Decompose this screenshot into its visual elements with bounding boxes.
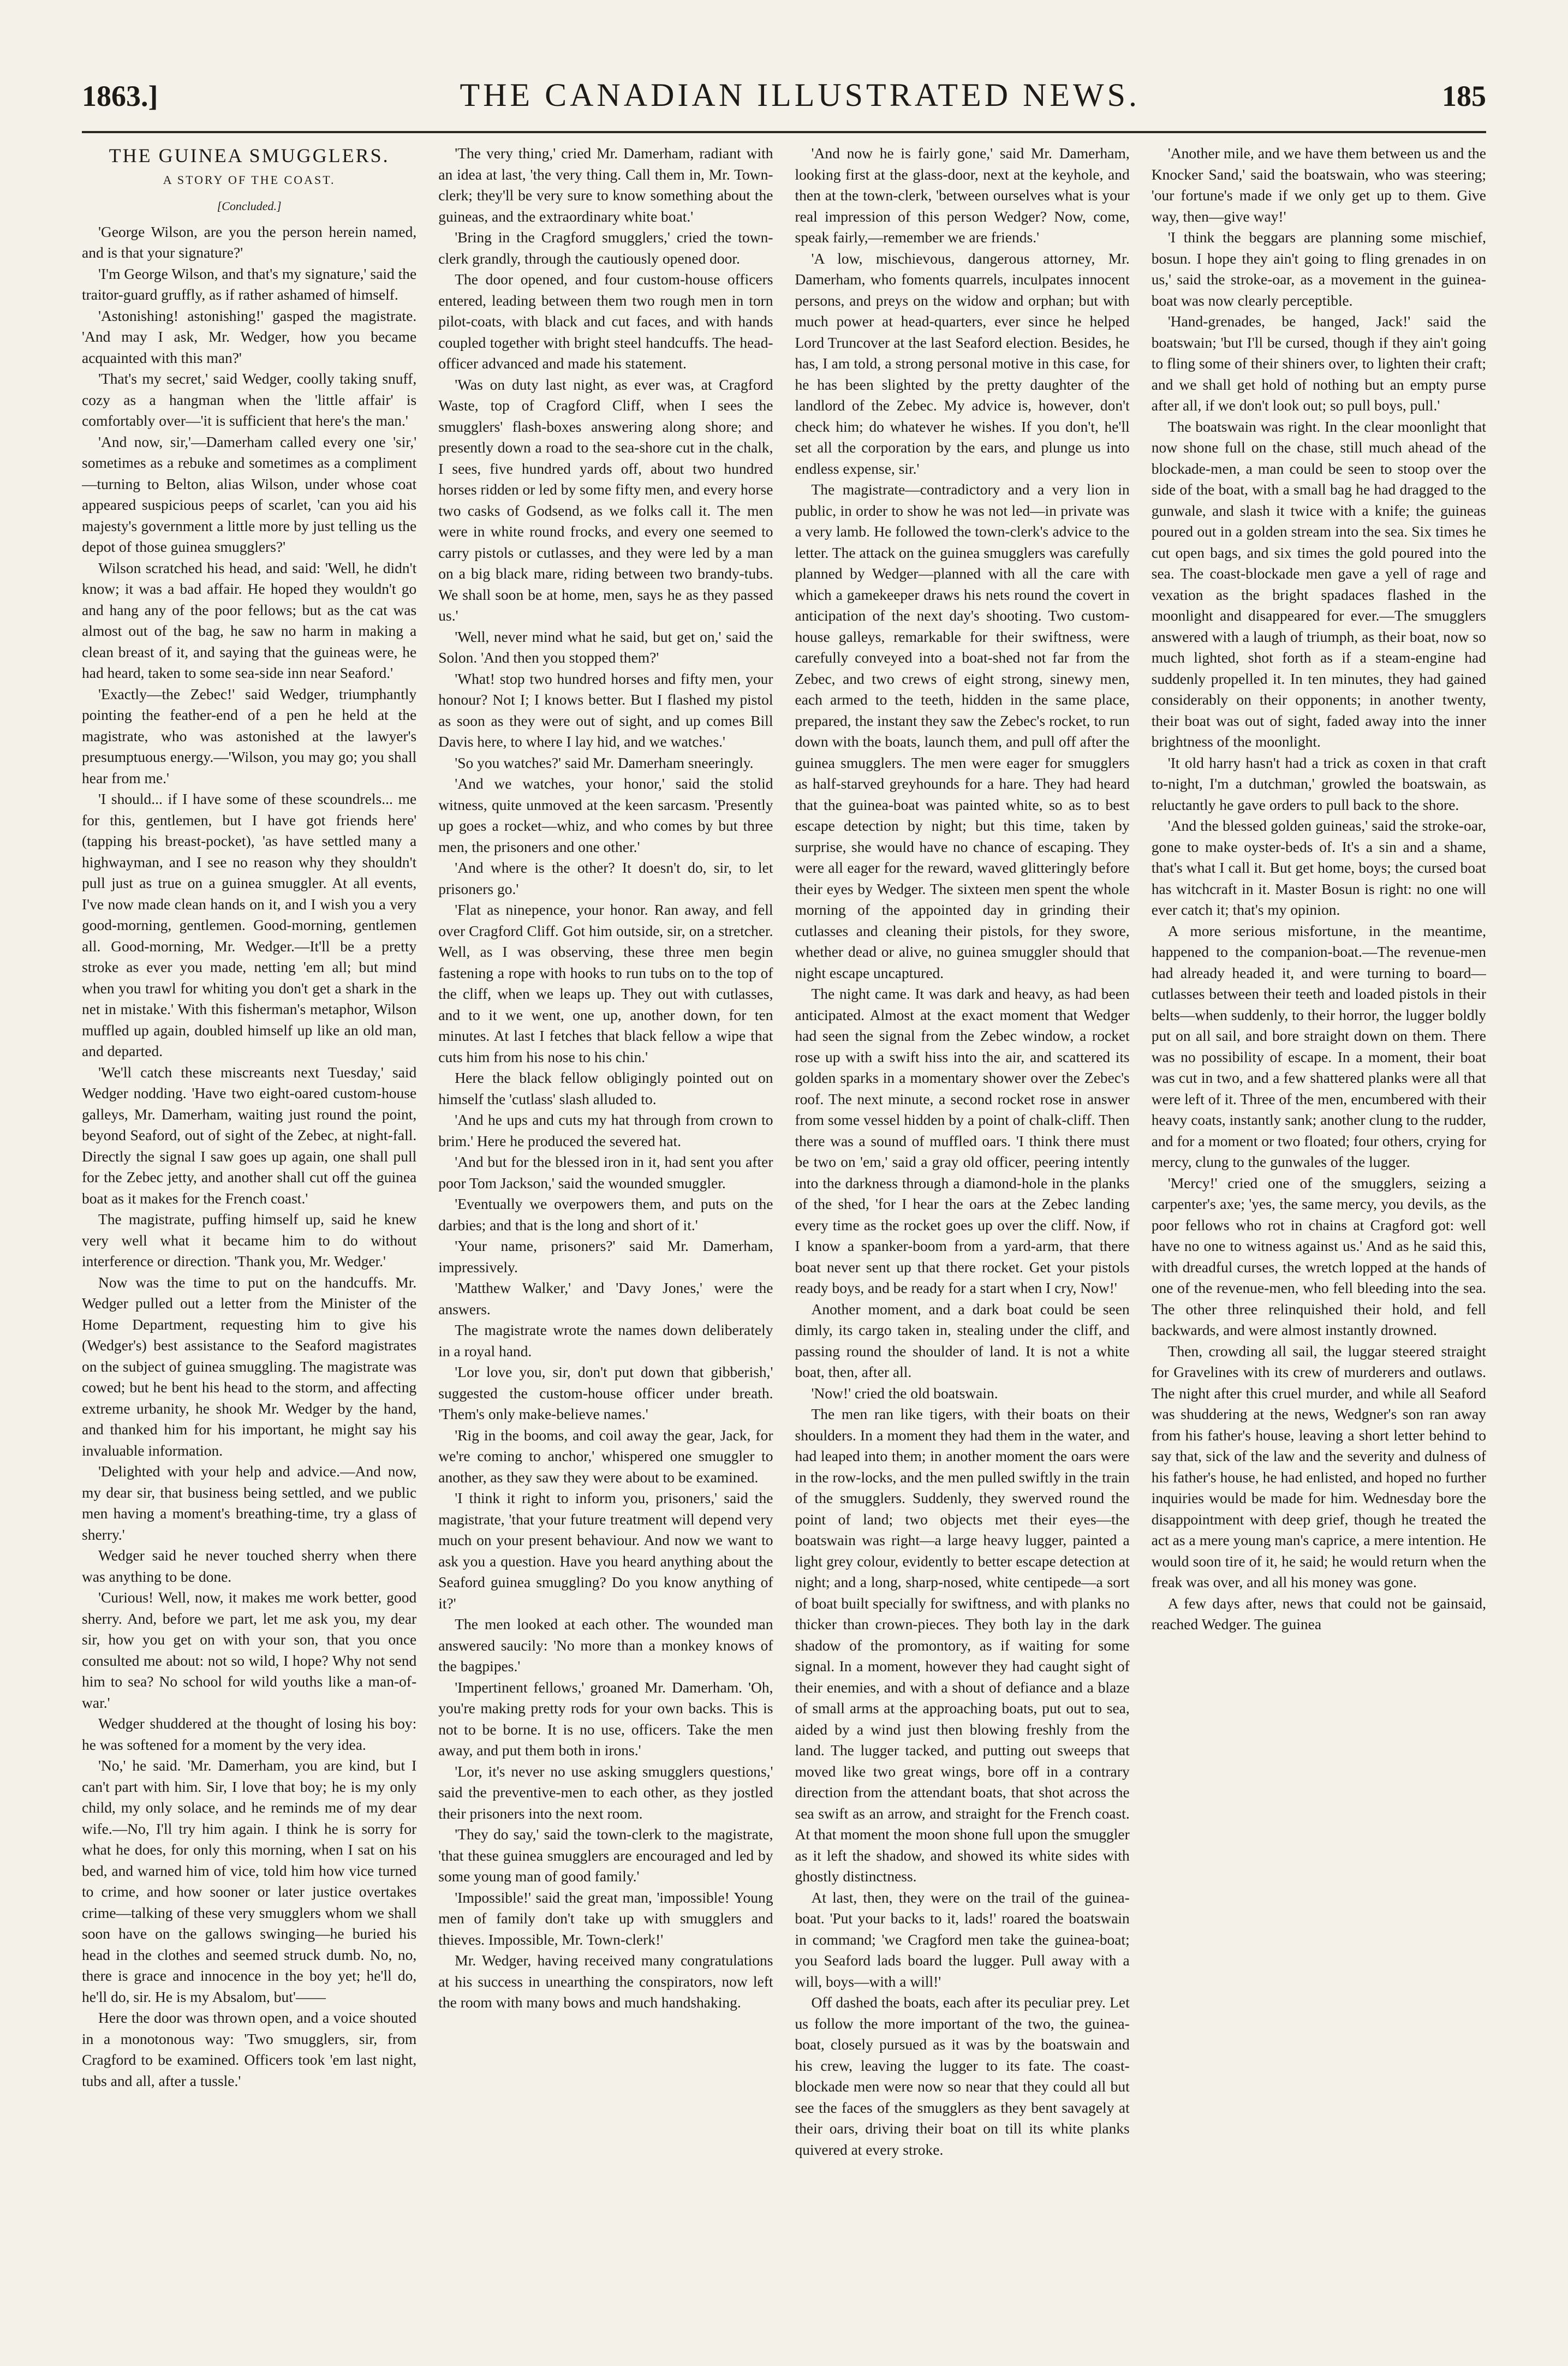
paragraph: 'Your name, prisoners?' said Mr. Damerham, impressively.: [438, 1237, 773, 1276]
paragraph: 'That's my secret,' said Wedger, coolly taking snuff, cozy as a hangman when the 'little affair' is comfortably over—'it is sufficient that here's the man.': [82, 370, 417, 429]
issue-year: 1863.]: [82, 80, 158, 112]
paragraph: 'And he ups and cuts my hat through from crown to brim.' Here he produced the severed hat.: [438, 1111, 773, 1149]
paragraph: The magistrate wrote the names down deliberately in a royal hand.: [438, 1321, 773, 1360]
paragraph: 'Impertinent fellows,' groaned Mr. Damerham. 'Oh, you're making pretty rods for your own backs. This is not to be borne. It is no use, officers. Take the men away, and put them both in irons.': [438, 1678, 773, 1759]
paragraph: Wedger shuddered at the thought of losing his boy: he was softened for a moment by the very idea.: [82, 1715, 417, 1753]
paragraph: 'Was on duty last night, as ever was, at Cragford Waste, top of Cragford Cliff, when I sees the smugglers' flash-boxes answering along shore; and presently down a road to the sea-shore cut in the chalk, I sees, five hundred yards off, about two hundred horses ridden or led by some fifty men, and every horse two casks of Godsend, as we folks call it. The men were in white round frocks, and every one seemed to carry pistols or cutlasses, and they were led by a man on a big black mare, riding between two brandy-tubs. We shall soon be at home, men, says he as they passed us.': [438, 376, 773, 624]
paragraph: 'Exactly—the Zebec!' said Wedger, triumphantly pointing the feather-end of a pen he held at the magistrate, who was astonished at the lawyer's presumptuous energy.—'Wilson, you may go; you shall hear from me.': [82, 685, 417, 786]
column-4: [1152, 143, 1486, 2322]
paragraph: 'Lor love you, sir, don't put down that gibberish,' suggested the custom-house officer under breath. 'Them's only make-believe names.': [438, 1363, 773, 1422]
paragraph: 'A low, mischievous, dangerous attorney, Mr. Damerham, who foments quarrels, inculpates innocent persons, and preys on the widow and orphan; but with much power at head-quarters, ever since he helped Lord Truncover at the last Seaford election. Besides, he has, I am told, a strong personal motive in this case, for he has been slighted by the pretty daughter of the landlord of the Zebec. My advice is, however, don't check him; do whatever he wishes. If you don't, he'll set all the corporation by the ears, and plunge us into endless expense, sir.': [795, 249, 1130, 477]
paragraph: 'Now!' cried the old boatswain.: [811, 1384, 998, 1402]
paragraph: The night came. It was dark and heavy, as had been anticipated. Almost at the exact moment that Wedger had seen the signal from the Zebec window, a rocket rose up with a swift hiss into the air, and scattered its golden sparks in a momentary shower over the Zebec's roof. The next minute, a second rocket rose in answer from some vessel hidden by a point of chalk-cliff. Then there was a sound of muffled oars. 'I think there must be two on 'em,' said a gray old officer, peering intently into the darkness through a diamond-hole in the planks of the shed, 'for I hear the oars at the Zebec landing every time as the rocket goes up over the cliff. Now, if I know a spanker-boom from a yard-arm, that there boat never sent up that there rocket. Get your pistols ready boys, and be ready for a start when I cry, Now!': [795, 985, 1130, 1296]
paragraph: 'Another mile, and we have them between us and the Knocker Sand,' said the boatswain, who was steering; 'our fortune's made if we only get up to them. Give way, then—give way!': [1151, 145, 1486, 225]
paragraph: A more serious misfortune, in the meantime, happened to the companion-boat.—The revenue-men had already headed it, and were turning to board—cutlasses between their teeth and loaded pistols in their belts—when suddenly, to their horror, the lugger boldly put on all sail, and bore straight down on them. There was no possibility of escape. In a moment, their boat was cut in two, and a few shattered planks were all that were left of it. Three of the men, encumbered with their heavy coats, instantly sank; another clung to the rudder, and for a moment or two floated; four others, crying for mercy, clung to the gunwales of the lugger.: [1151, 922, 1486, 1170]
paragraph: 'Rig in the booms, and coil away the gear, Jack, for we're coming to anchor,' whispered one smuggler to another, as they saw they were about to be examined.: [438, 1426, 773, 1486]
paragraph: 'No,' he said. 'Mr. Damerham, you are kind, but I can't part with him. Sir, I love that boy; he is my only child, my only solace, and he reminds me of my dear wife.—No, I'll try him again. I think he is sorry for what he does, for only this morning, when I sat on his bed, and warned him of vice, told him how vice turned to crime, and how sooner or later justice overtakes crime—talking of these very smugglers whom we shall soon have on the gallows swinging—he buried his head in the clothes and seemed struck dumb. No, no, there is grace and innocence in the boy yet; he'll do, he'll do, sir. He is my Absalom, but'——: [82, 1757, 417, 2005]
paragraph: 'And now he is fairly gone,' said Mr. Damerham, looking first at the glass-door, next at the keyhole, and then at the town-clerk, 'between ourselves what is your real impression of this person Wedger? Now, come, speak fairly,—remember we are friends.': [795, 145, 1130, 246]
paragraph: 'Impossible!' said the great man, 'impossible! Young men of family don't take up with smugglers and thieves. Impossible, Mr. Town-clerk!': [438, 1888, 773, 1948]
paragraph: 'Lor, it's never no use asking smugglers questions,' said the preventive-men to each other, as they jostled their prisoners into the next room.: [438, 1762, 773, 1822]
paragraph: 'George Wilson, are you the person herein named, and is that your signature?': [82, 223, 417, 261]
paragraph: 'Flat as ninepence, your honor. Ran away, and fell over Cragford Cliff. Got him outside, sir, on a stretcher. Well, as I was observing, these three men begin fastening a rope with hooks to run tubs on to the top of the cliff, when we leaps up. They out with cutlasses, and to it we went, one up, another down, for ten minutes. At last I fetches that black fellow a wipe that cuts him from his nose to his chin.': [438, 901, 773, 1065]
paragraph: 'I think the beggars are planning some mischief, bosun. I hope they ain't going to fling grenades in on us,' said the stroke-oar, as a movement in the guinea-boat was now clearly perceptible.: [1151, 229, 1486, 309]
paragraph: The magistrate, puffing himself up, said he knew very well what it became him to do without interference or direction. 'Thank you, Mr. Wedger.': [82, 1211, 417, 1270]
paragraph: 'And but for the blessed iron in it, had sent you after poor Tom Jackson,' said the wounded smuggler.: [438, 1153, 773, 1191]
paragraph: 'And now, sir,'—Damerham called every one 'sir,' sometimes as a rebuke and sometimes as a compliment—turning to Belton, alias Wilson, under whose coat appeared suspicious peeps of scarlet, 'can you aid his majesty's government a little more by just telling us the depot of those guinea smugglers?': [82, 433, 417, 555]
paragraph: Here the door was thrown open, and a voice shouted in a monotonous way: 'Two smugglers, sir, from Cragford to be examined. Officers took 'em last night, tubs and all, after a tussle.': [82, 2009, 417, 2089]
paragraph: 'I'm George Wilson, and that's my signature,' said the traitor-guard gruffly, as if rather ashamed of himself.: [82, 265, 417, 303]
paragraph: 'It old harry hasn't had a trick as coxen in that craft to-night, I'm a dutchman,' growled the boatswain, as reluctantly he gave orders to pull back to the shore.: [1151, 754, 1486, 813]
paragraph: A few days after, news that could not be gainsaid, reached Wedger. The guinea: [1151, 1594, 1486, 1632]
paragraph: 'Astonishing! astonishing!' gasped the magistrate. 'And may I ask, Mr. Wedger, how you became acquainted with this man?': [82, 307, 417, 366]
paragraph: Another moment, and a dark boat could be seen dimly, its cargo taken in, stealing under the cliff, and passing round the shoulder of land. It is not a white boat, then, after all.: [795, 1300, 1130, 1380]
article-subtitle: A STORY OF THE COAST.: [163, 172, 336, 187]
paragraph: 'Mercy!' cried one of the smugglers, seizing a carpenter's axe; 'yes, the same mercy, you devils, as the poor fellows who rot in chains at Cragford got: well have no one to witness against us.' And as he said this, with dreadful curses, the wretch lopped at the hands of one of the revenue-men, who fell bleeding into the sea. The other three relinquished their hold, and fell backwards, and were almost instantly drowned.: [1151, 1174, 1486, 1338]
paragraph: 'I should... if I have some of these scoundrels... me for this, gentlemen, but I have got friends here' (tapping his breast-pocket), 'as have settled many a highwayman, and I see no reason why they shouldn't pull just as true on a guinea smuggler. At all events, I've now made clean hands on it, and I wish you a very good-morning, gentlemen. Good-morning, gentlemen all. Good-morning, Mr. Wedger.—It'll be a pretty stroke as ever you made, netting 'em all; but mind when you trawl for whiting you don't get a shark in the net in mistake.' With this fisherman's metaphor, Wilson muffled up again, doubled himself up like an old man, and departed.: [82, 790, 417, 1059]
newspaper-title: THE CANADIAN ILLUSTRATED NEWS.: [460, 77, 1141, 113]
paragraph: Off dashed the boats, each after its peculiar prey. Let us follow the more important of the two, the guinea-boat, closely pursued as it was by the boatswain and his crew, leaving the lugger to its fate. The coast-blockade men were now so near that they could all but see the faces of the smugglers as they bent savagely at their oars, driving their boat on till its white planks quivered at every stroke.: [795, 1994, 1130, 2158]
paragraph: 'Well, never mind what he said, but get on,' said the Solon. 'And then you stopped them?': [438, 628, 773, 666]
paragraph: The men looked at each other. The wounded man answered saucily: 'No more than a monkey knows of the bagpipes.': [438, 1616, 773, 1674]
paragraph: At last, then, they were on the trail of the guinea-boat. 'Put your backs to it, lads!' roared the boatswain in command; 'we Cragford men take the guinea-boat; you Seaford lads board the lugger. Pull away with a will, boys—with a will!': [795, 1888, 1130, 1990]
paragraph: Wilson scratched his head, and said: 'Well, he didn't know; it was a bad affair. He hoped they wouldn't go and hang any of the poor fellows; but as the cat was almost out of the bag, he saw no harm in making a clean breast of it, and saying that the guineas were, he had heard, taken to some sea-side inn near Seaford.': [82, 559, 417, 681]
column-3: [795, 143, 1130, 2322]
paragraph: 'Matthew Walker,' and 'Davy Jones,' were the answers.: [438, 1279, 773, 1318]
paragraph: Then, crowding all sail, the luggar steered straight for Gravelines with its crew of murderers and outlaws. The night after this cruel murder, and while all Seaford was shuddering at the news, Wedgner's son ran away from his father's house, leaving a short letter behind to say that, sick of the law and the severity and dulness of his father's house, he had enlisted, and hoped no further inquiries would be made for him. Wednesday bore the disappointment with deep grief, though he treated the act as a mere young man's caprice, a mere intention. He would soon tire of it, he said; he would return when the freak was over, and all his money was gone.: [1151, 1342, 1486, 1590]
paragraph: 'Eventually we overpowers them, and puts on the darbies; and that is the long and short of it.': [438, 1195, 773, 1233]
paragraph: 'And we watches, your honor,' said the stolid witness, quite unmoved at the keen sarcasm. 'Presently up goes a rocket—whiz, and who comes by but three men, the prisoners and one other.': [438, 775, 773, 855]
paragraph: Mr. Wedger, having received many congratulations at his success in unearthing the conspirators, now left the room with many bows and much handshaking.: [438, 1952, 773, 2011]
column-1: [82, 143, 416, 2322]
paragraph: 'They do say,' said the town-clerk to the magistrate, 'that these guinea smugglers are encouraged and led by some young man of good family.': [438, 1826, 773, 1885]
paragraph: 'So you watches?' said Mr. Damerham sneeringly.: [455, 754, 754, 771]
paragraph: 'And where is the other? It doesn't do, sir, to let prisoners go.': [438, 859, 773, 897]
paragraph: 'Delighted with your help and advice.—And now, my dear sir, that business being settled, and we public men having a moment's breathing-time, try a glass of sherry.': [82, 1463, 417, 1543]
paragraph: Here the black fellow obligingly pointed out on himself the 'cutlass' slash alluded to.: [438, 1069, 773, 1107]
article-title: THE GUINEA SMUGGLERS.: [109, 145, 390, 166]
paragraph: 'Curious! Well, now, it makes me work better, good sherry. And, before we part, let me ask you, my dear sir, how you get on with your son, that you once consulted me about: not so wild, I hope? Why not send him to sea? No school for wild youths like a man-of-war.': [82, 1589, 417, 1711]
paragraph: The boatswain was right. In the clear moonlight that now shone full on the chase, still much ahead of the blockade-men, a man could be seen to stoop over the side of the boat, with a small bag he had dragged to the gunwale, and slash it twice with a knife; the guineas poured out in a golden stream into the sea. Six times he cut open bags, and six times the gold poured into the sea. The coast-blockade men gave a yell of rage and vexation as the bright spadaces flashed in the moonlight and disappeared for ever.—The smugglers answered with a laugh of triumph, as their boat, now so much lighted, shot forth as if a steam-engine had suddenly propelled it. In ten minutes, they had gained considerably on their opponents; in another twenty, their boat was out of sight, faded away into the inner brightness of the moonlight.: [1151, 418, 1486, 750]
paragraph: Wedger said he never touched sherry when there was anything to be done.: [82, 1547, 417, 1585]
paragraph: 'We'll catch these miscreants next Tuesday,' said Wedger nodding. 'Have two eight-oared custom-house galleys, Mr. Damerham, waiting just round the point, beyond Seaford, out of sight of the Zebec, at night-fall. Directly the signal I saw goes up again, one shall pull for the Zebec jetty, and another shall cut off the guinea boat as it makes for the French coast.': [82, 1063, 417, 1207]
paragraph: The door opened, and four custom-house officers entered, leading between them two rough men in torn pilot-coats, with black and cut faces, and with hands coupled together with bright steel handcuffs. The head-officer advanced and made his statement.: [438, 271, 773, 372]
paragraph: 'I think it right to inform you, prisoners,' said the magistrate, 'that your future treatment will depend very much on your present behaviour. And now we want to ask you a question. Have you heard anything about the Seaford guinea smuggling? Do you know anything of it?': [438, 1489, 773, 1612]
paragraph: The men ran like tigers, with their boats on their shoulders. In a moment they had them in the water, and had leaped into them; in another moment the oars were in the row-locks, and the men pulled swiftly in the train of the smugglers. Suddenly, they swerved round the point of land; two objects met their eyes—the boatswain was right—a large heavy lugger, painted a light grey colour, evidently to better escape detection at night; and a long, sharp-nosed, white centipede—a sort of boat built specially for swiftness, and with planks no thicker than crown-pieces. They both lay in the dark shadow of the promontory, as if waiting for some signal. In a moment, however they had caught sight of their enemies, and with a shout of defiance and a blaze of small arms at the approaching boats, put out to sea, aided by a wind just then blowing freshly from the land. The lugger tacked, and putting out sweeps that moved like two great wings, bore off in a contrary direction from the attendant boats, that shot across the sea swift as an arrow, and straight for the French coast. At that moment the moon shone full upon the smuggler as it left the shadow, and showed its white sides with ghostly distinctness.: [795, 1405, 1130, 1885]
paragraph: Now was the time to put on the handcuffs. Mr. Wedger pulled out a letter from the Minister of the Home Department, requesting him to give his (Wedger's) best assistance to the Seaford magistrates on the subject of guinea smuggling. The magistrate was cowed; but he bent his head to the storm, and affecting extreme urbanity, he shook Mr. Wedger by the hand, and thanked him for his important, he might say his invaluable information.: [82, 1273, 417, 1459]
paragraph: 'Bring in the Cragford smugglers,' cried the town-clerk grandly, through the cautiously opened door.: [438, 229, 773, 267]
masthead: [82, 76, 1486, 133]
paragraph: 'The very thing,' cried Mr. Damerham, radiant with an idea at last, 'the very thing. Call them in, Mr. Town-clerk; they'll be very sure to know something about the guineas, and the extraordinary white boat.': [438, 145, 773, 225]
paragraph: 'And the blessed golden guineas,' said the stroke-oar, gone to make oyster-beds of. It's a sin and a shame, that's what I call it. But get home, boys; the cursed boat has witchcraft in it. Master Bosun is right: no one will ever catch it; that's my opinion.: [1151, 817, 1486, 918]
article-columns: [82, 143, 1486, 2322]
paragraph: 'What! stop two hundred horses and fifty men, your honour? Not I; I knows better. But I flashed my pistol as soon as they were out of sight, and up comes Bill Davis here, to where I lay hid, and we watches.': [438, 670, 773, 750]
paragraph: The magistrate—contradictory and a very lion in public, in order to show he was not led—in private was a very lamb. He followed the town-clerk's advice to the letter. The attack on the guinea smugglers was carefully planned by Wedger—planned with all the care with which a gamekeeper draws his nets round the covert in anticipation of the next day's shooting. Two custom-house galleys, remarkable for their swiftness, were carefully conveyed into a boat-shed not far from the Zebec, and two crews of eight strong, sinewy men, each armed to the teeth, hidden in the same place, prepared, the instant they saw the Zebec's rocket, to run down with the boats, launch them, and pull off after the guinea smugglers. The men were eager for smugglers as half-starved greyhounds for a hare. They had heard that the guinea-boat was painted white, so as to best escape detection by night; but this time, taken by surprise, she would have no chance of escaping. They were all eager for the reward, waved glitteringly before their eyes by Wedger. The sixteen men spent the whole morning of the appointed day in grinding their cutlasses and cleaning their pistols, for they swore, whether dead or alive, no guinea smuggler should that night escape uncaptured.: [795, 481, 1130, 981]
page-number: 185: [1441, 80, 1486, 112]
article-note: [Concluded.]: [217, 199, 282, 213]
column-2: [438, 143, 773, 2322]
paragraph: 'Hand-grenades, be hanged, Jack!' said the boatswain; 'but I'll be cursed, though if they ain't going to fling some of their shiners over, to lighten their craft; and we shall get hold of nothing but an empty purse after all, if we don't look out; so pull boys, pull.': [1151, 313, 1486, 414]
